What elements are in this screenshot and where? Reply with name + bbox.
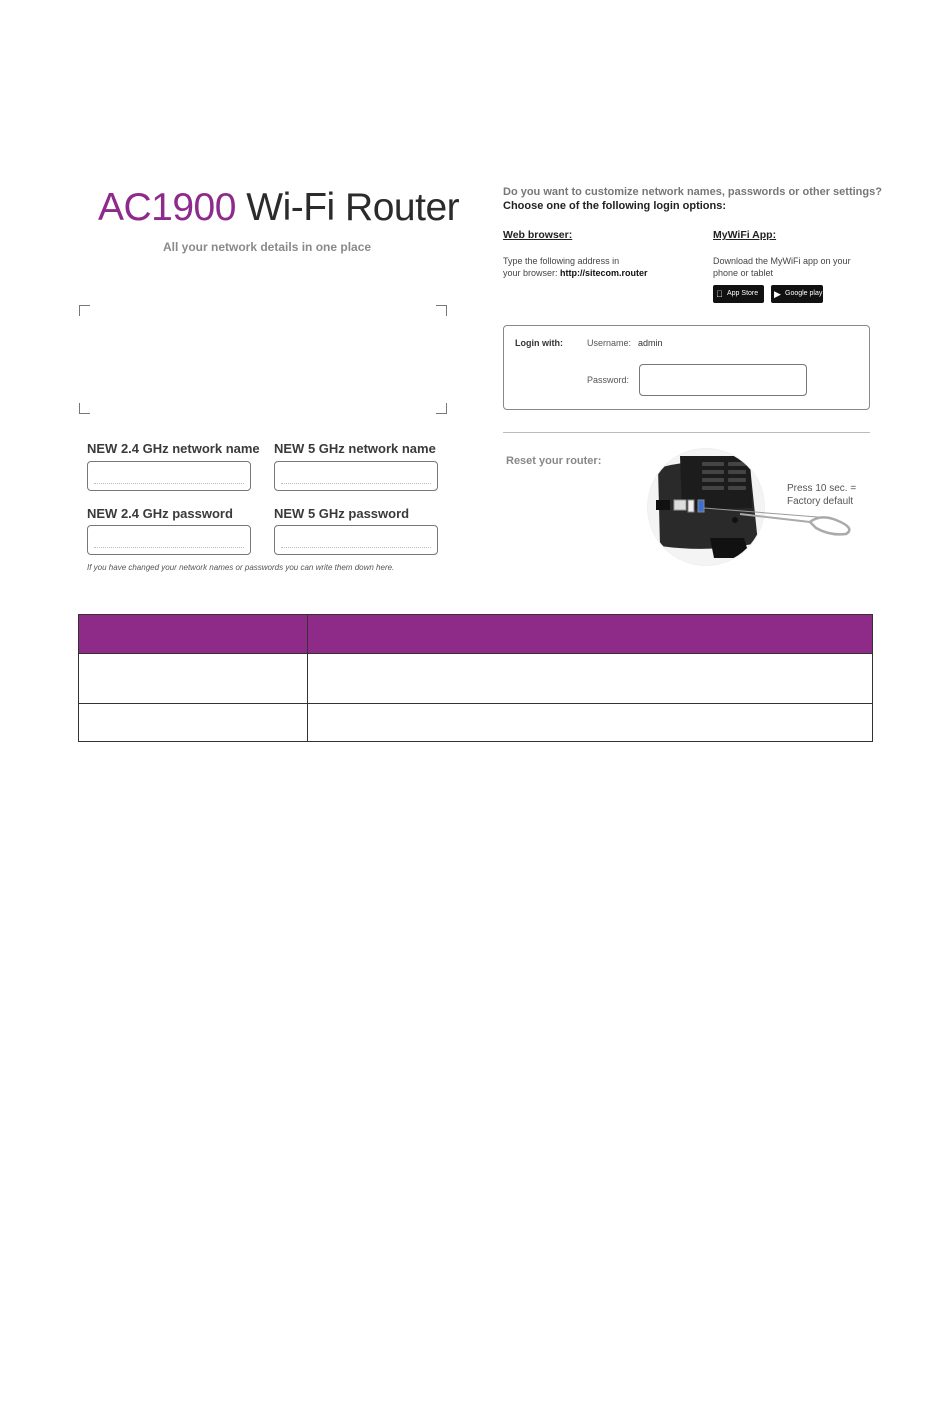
google-play-label: Google play xyxy=(785,290,823,297)
factory-reset-note xyxy=(787,482,856,508)
router-reset-illustration xyxy=(640,448,865,568)
password-label: Password: xyxy=(587,375,630,385)
title-product: Wi-Fi Router xyxy=(235,186,460,229)
password-24ghz-field[interactable] xyxy=(87,525,251,555)
title-model: AC1900 xyxy=(98,186,236,229)
username-value: admin xyxy=(638,338,663,348)
mywifi-app-instructions xyxy=(713,255,851,279)
router-url[interactable]: http://sitecom.router xyxy=(560,268,648,278)
password-5ghz-field[interactable] xyxy=(274,525,438,555)
subtitle: All your network details in one place xyxy=(163,240,372,254)
google-play-badge[interactable] xyxy=(771,285,823,303)
table-row xyxy=(79,704,873,742)
web-browser-instructions xyxy=(503,255,648,279)
table-cell xyxy=(79,654,308,704)
sticker-corner-top-left xyxy=(79,305,90,316)
name-24ghz-label: NEW 2.4 GHz network name xyxy=(87,441,260,456)
app-store-label: App Store xyxy=(727,290,759,297)
reset-router-label: Reset your router: xyxy=(506,455,602,467)
page-title xyxy=(98,186,459,230)
details-table xyxy=(78,614,873,742)
name-24ghz-field[interactable] xyxy=(87,461,251,491)
table-header-cell-2 xyxy=(308,615,873,654)
table-cell xyxy=(308,704,873,742)
sticker-corner-bottom-left xyxy=(79,403,90,414)
name-5ghz-field[interactable] xyxy=(274,461,438,491)
name-5ghz-label: NEW 5 GHz network name xyxy=(274,441,436,456)
password-field[interactable] xyxy=(639,364,807,396)
factory-reset-line1: Press 10 sec. = xyxy=(787,483,857,494)
sticker-corner-bottom-right xyxy=(436,403,447,414)
web-browser-line1: Type the following address in xyxy=(503,256,620,266)
table-cell xyxy=(308,654,873,704)
username-label: Username: xyxy=(587,338,632,348)
login-with-label: Login with: xyxy=(515,338,563,348)
section-divider xyxy=(503,432,870,433)
sticker-corner-top-right xyxy=(436,305,447,316)
app-store-badge[interactable] xyxy=(713,285,764,303)
table-cell xyxy=(79,704,308,742)
table-header-row xyxy=(79,615,873,654)
password-5ghz-label: NEW 5 GHz password xyxy=(274,506,410,521)
write-down-note: If you have changed your network names or passwords you can write them down here. xyxy=(87,563,395,572)
mywifi-app-line1: Download the MyWiFi app on your xyxy=(713,256,851,266)
customize-question: Do you want to customize network names, passwords or other settings? xyxy=(503,186,882,198)
play-icon: ▶ xyxy=(774,289,781,299)
table-row xyxy=(79,654,873,704)
apple-icon xyxy=(716,285,723,303)
factory-reset-line2: Factory default xyxy=(787,496,854,507)
table-header-cell-1 xyxy=(79,615,308,654)
mywifi-app-line2: phone or tablet xyxy=(713,268,774,278)
password-24ghz-label: NEW 2.4 GHz password xyxy=(87,506,233,521)
web-browser-line2: your browser: xyxy=(503,268,561,278)
mywifi-app-heading: MyWiFi App: xyxy=(713,229,777,241)
login-options-heading: Choose one of the following login options: xyxy=(503,200,727,212)
web-browser-heading: Web browser: xyxy=(503,229,573,241)
